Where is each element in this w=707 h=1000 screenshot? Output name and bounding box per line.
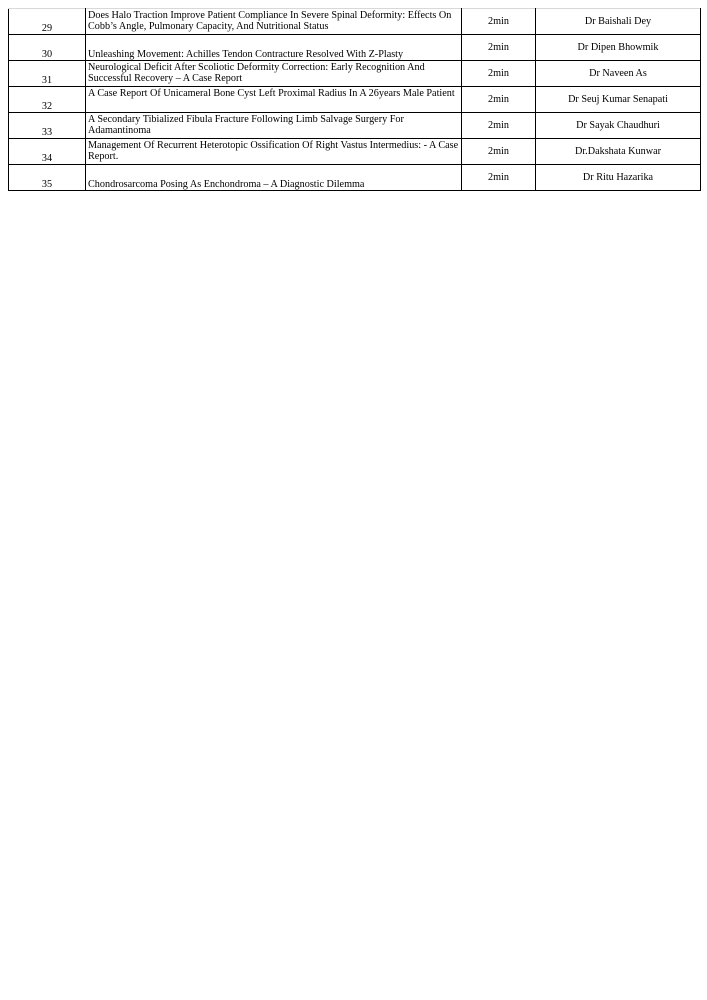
paper-title — [86, 139, 462, 165]
duration: 2min — [462, 87, 536, 113]
paper-title — [86, 35, 462, 61]
serial-number: 30 — [9, 35, 86, 61]
serial-number: 31 — [9, 61, 86, 87]
paper-title — [86, 87, 462, 113]
paper-title — [86, 113, 462, 139]
presenter-name: Dr Baishali Dey — [536, 9, 701, 35]
presenter-name: Dr Seuj Kumar Senapati — [536, 87, 701, 113]
table-row — [9, 87, 701, 113]
table-row — [9, 165, 701, 191]
duration: 2min — [462, 113, 536, 139]
paper-title — [86, 61, 462, 87]
paper-title — [86, 9, 462, 35]
duration: 2min — [462, 165, 536, 191]
paper-title-text: Management Of Recurrent Heterotopic Ossification Of Right Vastus Intermedius: - A Case Report. — [88, 140, 459, 162]
duration: 2min — [462, 139, 536, 165]
presenter-name: Dr Ritu Hazarika — [536, 165, 701, 191]
paper-title — [86, 165, 462, 191]
table-row — [9, 139, 701, 165]
presenter-name: Dr Sayak Chaudhuri — [536, 113, 701, 139]
serial-number: 29 — [9, 9, 86, 35]
paper-title-text: A Case Report Of Unicameral Bone Cyst Left Proximal Radius In A 26years Male Patient — [88, 88, 455, 99]
table-row — [9, 113, 701, 139]
serial-number: 32 — [9, 87, 86, 113]
table-row — [9, 35, 701, 61]
schedule-table — [8, 8, 701, 191]
serial-number: 34 — [9, 139, 86, 165]
presenter-name: Dr.Dakshata Kunwar — [536, 139, 701, 165]
paper-title-text: Neurological Deficit After Scoliotic Deformity Correction: Early Recognition And Successful Recovery – A Case Report — [88, 62, 425, 84]
table-row — [9, 61, 701, 87]
paper-title-text: Unleashing Movement: Achilles Tendon Contracture Resolved With Z-Plasty — [88, 49, 404, 60]
serial-number: 33 — [9, 113, 86, 139]
paper-title-text: Chondrosarcoma Posing As Enchondroma – A Diagnostic Dilemma — [88, 179, 365, 190]
table-row — [9, 9, 701, 35]
presenter-name: Dr Dipen Bhowmik — [536, 35, 701, 61]
paper-title-text: A Secondary Tibialized Fibula Fracture Following Limb Salvage Surgery For Adamantinoma — [88, 114, 404, 136]
duration: 2min — [462, 35, 536, 61]
paper-title-text: Does Halo Traction Improve Patient Compliance In Severe Spinal Deformity: Effects On Cobb’s Angle, Pulmonary Capacity, And Nutritional Status — [88, 10, 452, 32]
presenter-name: Dr Naveen As — [536, 61, 701, 87]
serial-number: 35 — [9, 165, 86, 191]
duration: 2min — [462, 61, 536, 87]
duration: 2min — [462, 9, 536, 35]
